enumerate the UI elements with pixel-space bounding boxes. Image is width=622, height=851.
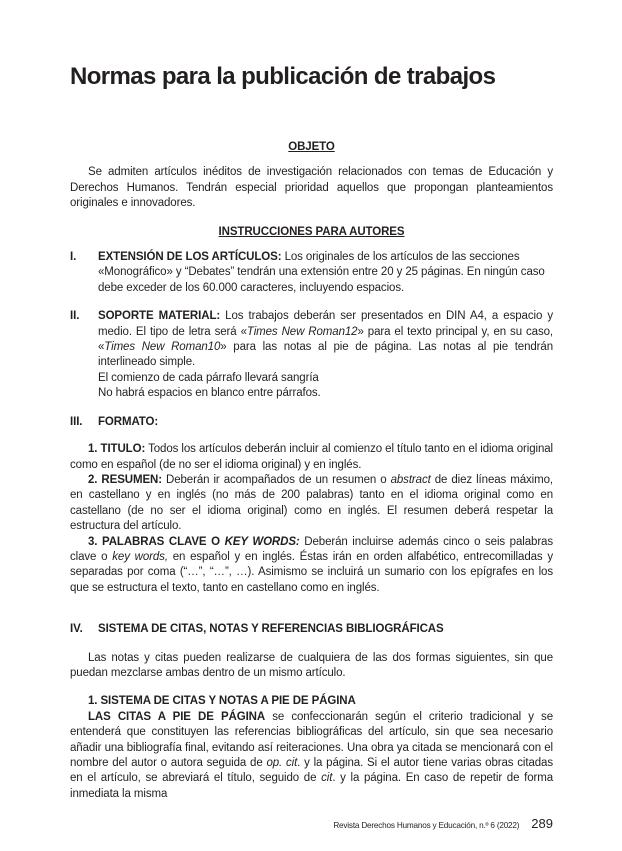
citas-paragraph (70, 710, 553, 802)
formato-item-titulo (70, 442, 553, 473)
item-label: 3. PALABRAS CLAVE O (88, 535, 225, 548)
formato-item-palabras-clave (70, 535, 553, 597)
section-text: Los trabajos deberán ser presentados en DIN A4, a espacio y medio. El tipo de letra será « (98, 310, 553, 338)
section-label: EXTENSIÓN DE LOS ARTÍCULOS: (98, 251, 282, 264)
section-number: II. (70, 310, 80, 323)
formato-item-resumen (70, 473, 553, 535)
page-number: 289 (531, 816, 553, 832)
item-label-italic: KEY WORDS: (224, 535, 300, 548)
para-text: se confeccionarán según el criterio tradicional y se entenderá que constituyen las referencias bibliográficas del artículo, sin que sea necesario añadir una bibliografía final, evitando así reiteraciones. Una obra ya citada se mencionará con el nombre del autor o autora seguida de (70, 710, 553, 769)
item-text: Deberán incluirse además cinco o seis palabras clave o (70, 535, 553, 563)
objeto-paragraph: Se admiten artículos inéditos de investigación relacionados con temas de Educación y Derechos Humanos. Tendrán especial prioridad aquellos que propongan planteamientos originales e innovadores. (70, 166, 553, 210)
section-number: I. (70, 251, 77, 264)
item-text: en español y en inglés. Éstas irán en orden alfabético, entrecomilladas y separadas por coma (“…”, “…”, …). Asimismo se incluirá un sumario con los epígrafes en los que se estructura el texto, tanto en castellano como en inglés. (70, 550, 554, 594)
cit: cit (321, 772, 333, 785)
section-text: Los originales de los artículos de las secciones «Monográfico» y “Debates” tendrán una extensión entre 20 y 25 páginas. En ningún caso debe exceder de los 60.000 caracteres, incluyendo espacios. (98, 251, 545, 294)
page-title: Normas para la publicación de trabajos (70, 63, 496, 90)
para-label: LAS CITAS A PIE DE PÁGINA (88, 710, 266, 723)
citas-subheading: 1. SISTEMA DE CITAS Y NOTAS A PIE DE PÁGINA (88, 695, 356, 708)
section-formato (70, 415, 553, 430)
section-number: IV. (70, 623, 83, 636)
item-text: Deberán ir acompañados de un resumen o (166, 473, 391, 486)
page-footer (70, 816, 553, 831)
section-paragraph (98, 309, 553, 371)
objeto-heading: OBJETO (288, 141, 335, 153)
section-label: SISTEMA DE CITAS, NOTAS Y REFERENCIAS BIBLIOGRÁFICAS (98, 623, 444, 636)
section-text: » para el texto principal y, en su caso, « (98, 325, 553, 354)
item-italic: abstract (390, 473, 431, 486)
instrucciones-heading: INSTRUCCIONES PARA AUTORES (218, 225, 405, 238)
item-italic: key words, (112, 550, 168, 563)
font-main: Times New Roman12 (246, 325, 358, 338)
item-text: de diez líneas máximo, en castellano y en inglés (no más de 200 palabras) tanto en el idioma original como en castellano (de no ser el idioma original) como en inglés. El resumen deberá respetar la estructura del artículo. (70, 473, 553, 533)
font-notes: Times New Roman10 (104, 341, 221, 354)
citas-intro: Las notas y citas pueden realizarse de cualquiera de las dos formas siguientes, sin que puedan mezclarse ambas dentro de un mismo artículo. (70, 651, 553, 679)
item-label: 1. TITULO: (88, 443, 146, 456)
section-label: SOPORTE MATERIAL: (98, 310, 221, 323)
document-body (70, 140, 553, 802)
item-label: 2. RESUMEN: (88, 473, 162, 486)
section-label: FORMATO: (98, 415, 159, 428)
section-soporte (70, 309, 553, 401)
section-extension (70, 250, 553, 296)
section-number: III. (70, 415, 83, 428)
item-text: Todos los artículos deberán incluir al comienzo el título tanto en el idioma original como en español (de no ser el idioma original) y en inglés. (70, 443, 553, 471)
section-line: No habrá espacios en blanco entre párrafos. (98, 387, 321, 400)
journal-footer: Revista Derechos Humanos y Educación, n.º 6 (2022) (333, 821, 520, 831)
section-line: El comienzo de cada párrafo llevará sangría (98, 371, 319, 384)
section-text: » para las notas al pie de página. Las notas al pie tendrán interlineado simple. (98, 341, 554, 369)
op-cit: op. cit (266, 757, 298, 769)
para-text: . y la página. En caso de repetir de forma inmediata la misma (70, 772, 553, 800)
section-citas (70, 622, 553, 637)
section-paragraph (98, 250, 553, 296)
para-text: . y la página. Si el autor tiene varias obras citadas en el artículo, se abreviará el título, seguido de (70, 757, 554, 785)
